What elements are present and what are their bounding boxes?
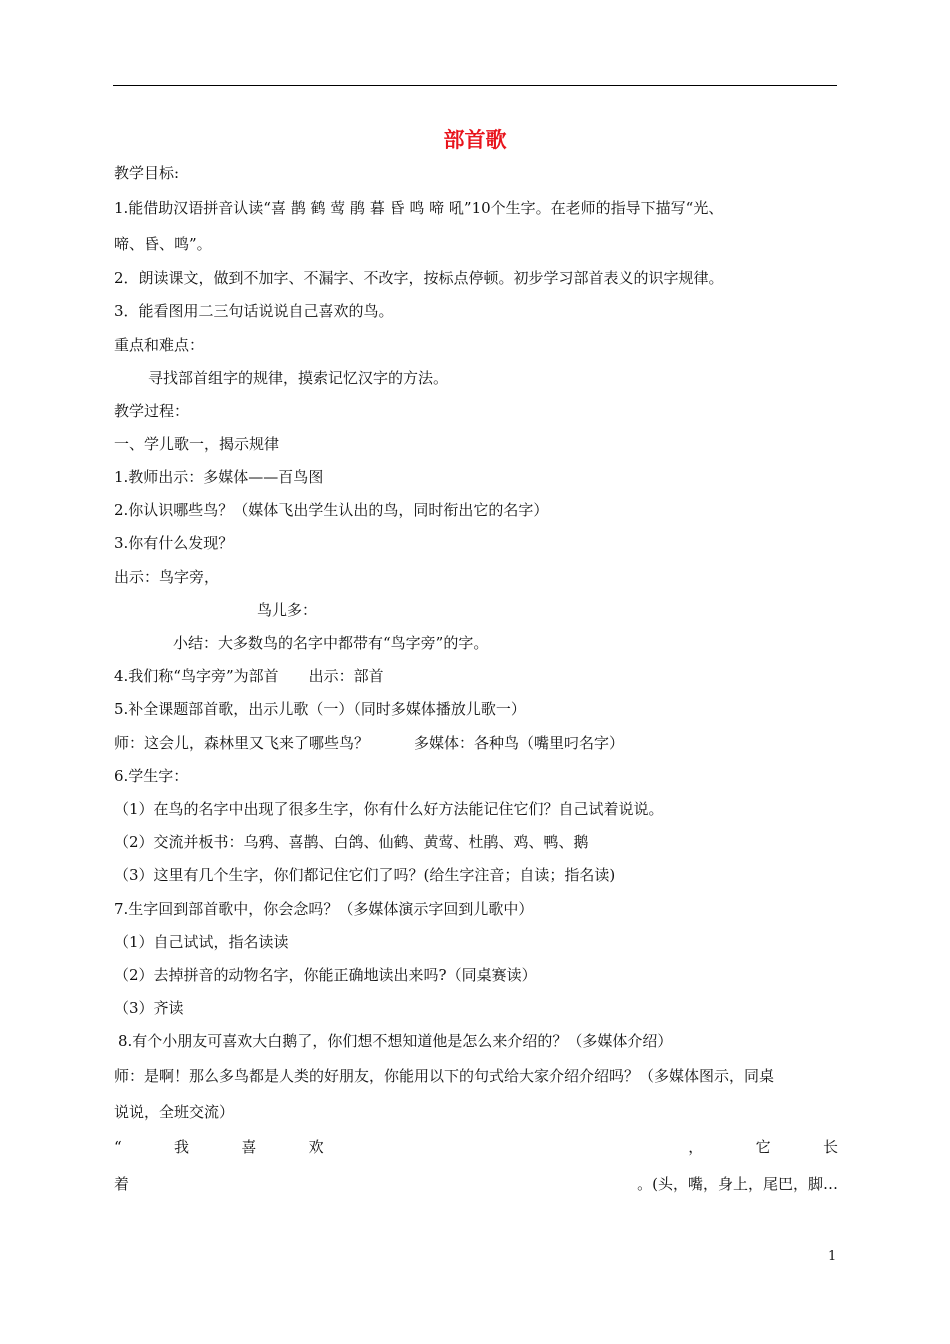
- text-line: （3）齐读: [114, 999, 184, 1017]
- sentence-word: ，: [688, 1138, 704, 1156]
- text-line: 7.生字回到部首歌中，你会念吗？（多媒体演示字回到儿歌中）: [114, 900, 534, 918]
- text-line: 2．朗读课文，做到不加字、不漏字、不改字，按标点停顿。初步学习部首表义的识字规律。: [114, 269, 724, 287]
- text-line: 2.你认识哪些鸟？（媒体飞出学生认出的鸟，同时衔出它的名字）: [114, 501, 549, 519]
- text-line: 重点和难点：: [114, 336, 205, 354]
- text-line: （2）去掉拼音的动物名字，你能正确地读出来吗?（同桌赛读）: [114, 966, 537, 984]
- sentence-word: 长: [822, 1138, 838, 1156]
- text-line: 1.教师出示：多媒体——百鸟图: [114, 468, 324, 486]
- sentence-word: 喜: [241, 1138, 257, 1156]
- sentence-word: 着: [114, 1175, 130, 1193]
- text-line: 教学目标:: [114, 164, 180, 182]
- sentence-pattern-line-1: [114, 1137, 838, 1157]
- sentence-blank: [376, 1137, 636, 1157]
- text-line: （2）交流并板书：乌鸦、喜鹊、白鸽、仙鹤、黄莺、杜鹃、鸡、鸭、鹅: [114, 833, 589, 851]
- sentence-word: “: [114, 1138, 122, 1156]
- text-line: 3.你有什么发现？: [114, 534, 234, 552]
- text-line: 8.有个小朋友可喜欢大白鹅了，你们想不想知道他是怎么来介绍的？（多媒体介绍）: [118, 1032, 673, 1050]
- text-line: 小结：大多数鸟的名字中都带有“鸟字旁”的字。: [173, 634, 489, 652]
- text-line: 1.能借助汉语拼音认读“喜 鹊 鹤 莺 鹃 暮 昏 鸣 啼 吼”10个生字。在老师的指导下描写“光、: [114, 199, 724, 217]
- sentence-word: 欢: [308, 1138, 324, 1156]
- text-line: 3．能看图用二三句话说说自己喜欢的鸟。: [114, 302, 394, 320]
- text-line: 一、学儿歌一，揭示规律: [114, 435, 280, 453]
- text-line: （1）在鸟的名字中出现了很多生字，你有什么好方法能记住它们？自己试着说说。: [114, 800, 664, 818]
- page-number: 1: [828, 1249, 837, 1264]
- text-line: 5.补全课题部首歌，出示儿歌（一）（同时多媒体播放儿歌一）: [114, 700, 526, 718]
- sentence-word: 我: [173, 1138, 189, 1156]
- page-title: 部首歌: [443, 127, 507, 152]
- text-line: 鸟儿多：: [257, 601, 318, 619]
- sentence-word: 它: [755, 1138, 771, 1156]
- text-line: 啼、昏、鸣”。: [114, 235, 212, 253]
- sentence-pattern-line-2: [114, 1174, 838, 1194]
- text-line: 说说，全班交流）: [114, 1103, 235, 1121]
- text-line: 寻找部首组字的规律，摸索记忆汉字的方法。: [148, 369, 449, 387]
- text-line: 6.学生字：: [114, 767, 189, 785]
- text-line: 师：这会儿，森林里又飞来了哪些鸟？ 多媒体：各种鸟（嘴里叼名字）: [114, 734, 625, 752]
- text-line: （3）这里有几个生字，你们都记住它们了吗？(给生字注音；自读；指名读): [114, 866, 616, 884]
- text-line: 4.我们称“鸟字旁”为部首 出示：部首: [114, 667, 384, 685]
- text-line: 师：是啊！那么多鸟都是人类的好朋友，你能用以下的句式给大家介绍介绍吗？（多媒体图示，同桌: [114, 1067, 775, 1085]
- text-line: 教学过程：: [114, 402, 190, 420]
- text-line: （1）自己试试，指名读读: [114, 933, 289, 951]
- text-line: 出示：鸟字旁，: [114, 568, 220, 586]
- header-rule: [113, 85, 837, 86]
- sentence-word: 。(头，嘴，身上，尾巴，脚…: [637, 1175, 838, 1193]
